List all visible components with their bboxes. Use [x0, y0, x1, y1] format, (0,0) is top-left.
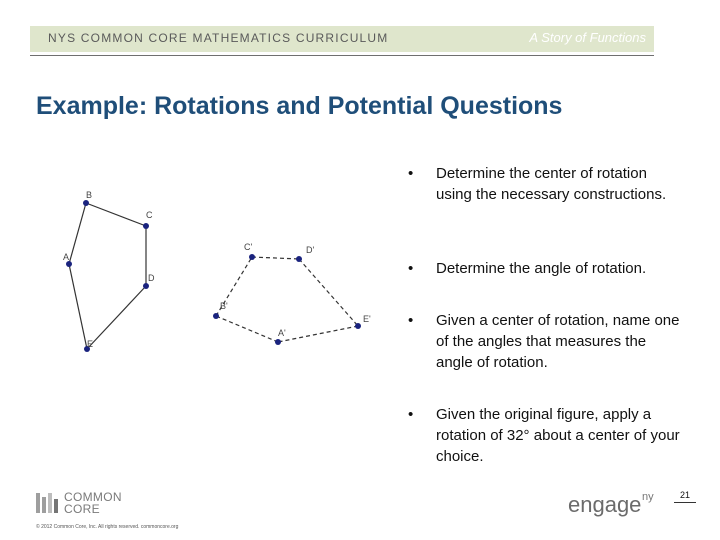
label-b: B — [86, 190, 93, 200]
label-e: E — [87, 339, 94, 349]
original-figure — [69, 203, 146, 349]
bullet-marker: • — [408, 165, 414, 182]
point-e-prime — [355, 323, 361, 329]
point-b-prime — [213, 313, 219, 319]
segment-c-prime-d-prime — [252, 257, 299, 259]
segment-a-prime-b-prime — [216, 316, 278, 342]
segment-bc — [86, 203, 146, 226]
label-b-prime: B' — [220, 301, 228, 311]
label-d-prime: D' — [306, 245, 315, 255]
point-d-prime — [296, 256, 302, 262]
segment-d-prime-e-prime — [299, 259, 358, 326]
segment-ea — [69, 264, 87, 349]
segment-de — [87, 286, 146, 349]
copyright-notice: © 2012 Common Core, Inc. All rights reserved. commoncore.org — [36, 524, 179, 530]
label-a-prime: A' — [278, 328, 286, 338]
bullet-marker: • — [408, 312, 414, 329]
bullet-text: Determine the angle of rotation. — [436, 260, 647, 277]
bullet-marker: • — [408, 260, 414, 277]
rotation-diagram — [50, 180, 380, 380]
engage-logo: engage — [568, 492, 642, 517]
bullet-text: Given the original figure, apply a rotation of 32° about a center of your choice. — [436, 406, 680, 465]
label-c-prime: C' — [244, 242, 253, 252]
label-e-prime: E' — [363, 314, 371, 324]
segment-ab — [69, 203, 86, 264]
label-d: D — [148, 273, 155, 283]
point-d — [143, 283, 149, 289]
header-divider — [30, 55, 654, 56]
point-c — [143, 223, 149, 229]
page-number: 21 — [679, 490, 690, 500]
label-a: A — [63, 252, 70, 262]
point-b — [83, 200, 89, 206]
common-core-logo-text — [64, 491, 122, 515]
segment-e-prime-a-prime — [278, 326, 358, 342]
rotated-figure — [216, 257, 358, 342]
engage-ny-suffix: ny — [642, 491, 654, 503]
bullet-text: Determine the center of rotation using the necessary constructions. — [436, 165, 667, 203]
common-core-logo-icon — [36, 493, 60, 513]
course-label: A Story of Functions — [529, 30, 646, 45]
bullet-text: Given a center of rotation, name one of the angles that measures the angle of rotation. — [436, 312, 680, 371]
point-a-prime — [275, 339, 281, 345]
curriculum-label: NYS COMMON CORE MATHEMATICS CURRICULUM — [48, 31, 389, 45]
page-number-underline — [674, 502, 696, 503]
logo-line-1: COMMON — [64, 490, 122, 504]
label-c: C — [146, 210, 153, 220]
logo-line-2: CORE — [64, 502, 100, 516]
page-title: Example: Rotations and Potential Questions — [36, 92, 563, 120]
header-bar — [30, 26, 654, 52]
bullet-marker: • — [408, 406, 414, 423]
point-c-prime — [249, 254, 255, 260]
